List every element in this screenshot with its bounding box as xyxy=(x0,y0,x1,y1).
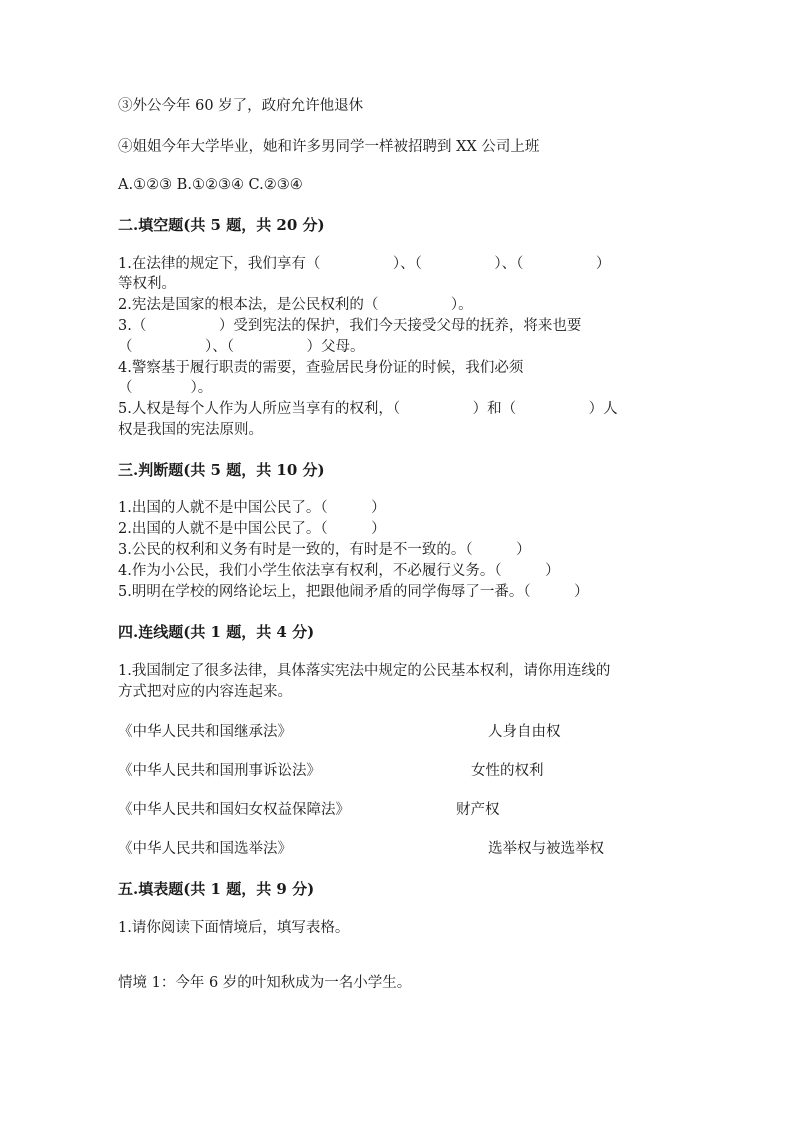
fill-q3-line1: 3.（ ）受到宪法的保护，我们今天接受父母的抚养，将来也要 xyxy=(118,318,582,334)
section-2-heading: 二.填空题(共 5 题，共 20 分) xyxy=(118,216,325,234)
match-q1-line1: 1.我国制定了很多法律，具体落实宪法中规定的公民基本权利，请你用连线的 xyxy=(118,663,611,679)
option-4: ④姐姐今年大学毕业，她和许多男同学一样被招聘到 XX 公司上班 xyxy=(118,139,540,155)
fill-q1-line2: 等权利。 xyxy=(118,276,176,292)
answer-choices: A.①②③ B.①②③④ C.②③④ xyxy=(118,177,303,193)
judge-item: 4.作为小公民，我们小学生依法享有权利，不必履行义务。（ ） xyxy=(118,563,560,579)
fill-q4-line2: （ ）。 xyxy=(118,380,213,396)
match-q1-line2: 方式把对应的内容连起来。 xyxy=(118,684,292,700)
match-right-item: 选举权与被选举权 xyxy=(488,841,604,857)
fill-q5-line2: 权是我国的宪法原则。 xyxy=(118,422,263,438)
scenario-1: 情境 1：今年 6 岁的叶知秋成为一名小学生。 xyxy=(118,975,412,991)
section-5-heading: 五.填表题(共 1 题，共 9 分) xyxy=(118,880,315,898)
judge-item: 2.出国的人就不是中国公民了。（ ） xyxy=(118,521,386,537)
fill-q5-line1: 5.人权是每个人作为人所应当享有的权利，（ ）和（ ）人 xyxy=(118,401,618,417)
match-right-item: 人身自由权 xyxy=(488,724,561,740)
table-q1: 1.请你阅读下面情境后，填写表格。 xyxy=(118,920,350,936)
match-left-item: 《中华人民共和国选举法》 xyxy=(118,841,292,857)
match-left-item: 《中华人民共和国妇女权益保障法》 xyxy=(118,802,350,818)
match-right-item: 女性的权利 xyxy=(471,763,544,779)
fill-q1-line1: 1.在法律的规定下，我们享有（ ）、（ ）、（ ） xyxy=(118,256,611,272)
option-3: ③外公今年 60 岁了，政府允许他退休 xyxy=(118,98,364,114)
fill-q2: 2.宪法是国家的根本法，是公民权利的（ ）。 xyxy=(118,297,473,313)
section-3-heading: 三.判断题(共 5 题，共 10 分) xyxy=(118,461,325,479)
judge-item: 1.出国的人就不是中国公民了。（ ） xyxy=(118,500,386,516)
judge-item: 5.明明在学校的网络论坛上，把跟他闹矛盾的同学侮辱了一番。（ ） xyxy=(118,584,589,600)
section-4-heading: 四.连线题(共 1 题，共 4 分) xyxy=(118,623,315,641)
match-left-item: 《中华人民共和国刑事诉讼法》 xyxy=(118,763,321,779)
fill-q3-line2: （ ）、（ ）父母。 xyxy=(118,339,365,355)
match-right-item: 财产权 xyxy=(456,802,500,818)
fill-q4-line1: 4.警察基于履行职责的需要，查验居民身份证的时候，我们必须 xyxy=(118,360,524,376)
match-left-item: 《中华人民共和国继承法》 xyxy=(118,724,292,740)
judge-item: 3.公民的权利和义务有时是一致的，有时是不一致的。（ ） xyxy=(118,542,531,558)
